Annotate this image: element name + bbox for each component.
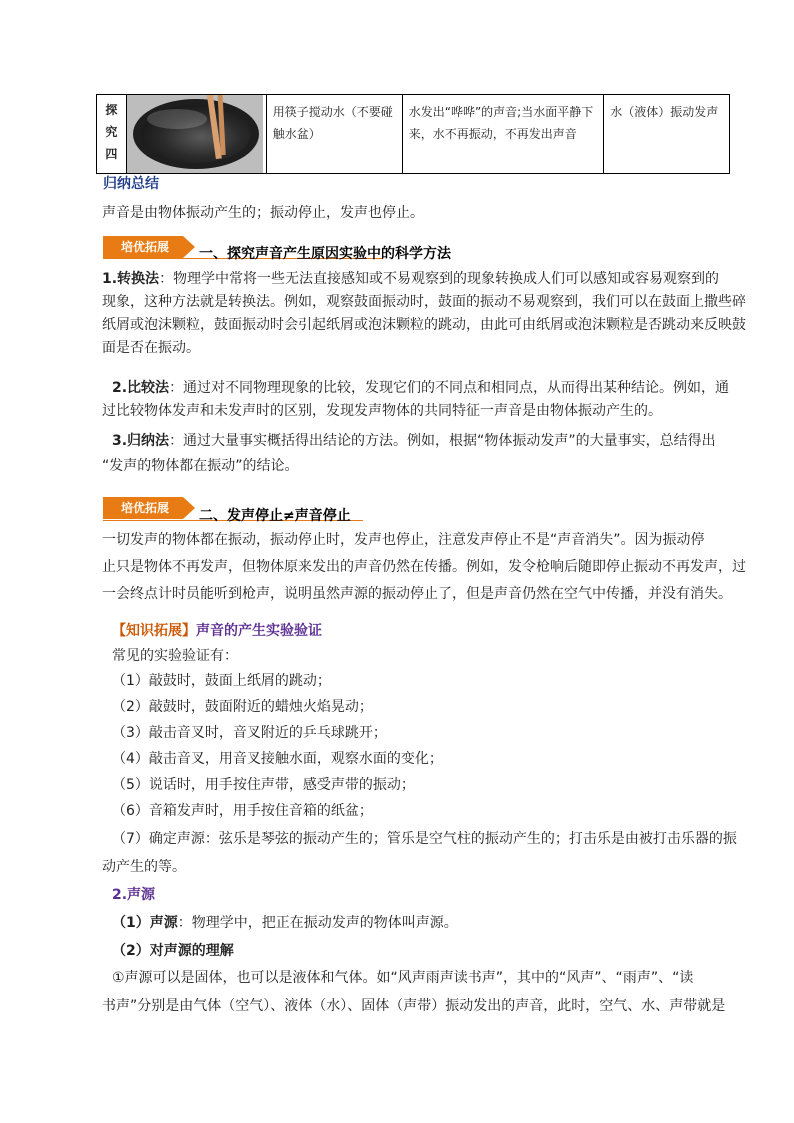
- sound-source-subheading: （2）对声源的理解: [112, 943, 234, 959]
- action-cell: 用筷子搅动水（不要碰触水盆）: [266, 95, 402, 174]
- list-item: （5）说话时，用手按住声带，感受声带的振动；: [112, 777, 415, 793]
- summary-heading: 归纳总结: [103, 176, 159, 192]
- phenomenon-cell: 水发出“哗哗”的声音;当水面平静下来，水不再振动，不再发出声音: [402, 95, 603, 174]
- section2-title: 二、发声停止≠声音停止: [199, 508, 351, 524]
- experiment-image-cell: [126, 95, 266, 174]
- list-item: （1）敲鼓时，鼓面上纸屑的跳动；: [112, 673, 331, 689]
- row-label-char: 究: [105, 125, 118, 139]
- summary-text: 声音是由物体振动产生的；振动停止，发声也停止。: [102, 205, 424, 221]
- section2-line: 一切发声的物体都在振动，振动停止时，发声也停止，注意发声停止不是“声音消失”。因为振动停: [102, 532, 705, 548]
- method-3-line: “发声的物体都在振动”的结论。: [102, 458, 299, 474]
- method-1-line: 纸屑或泡沫颗粒，鼓面振动时会引起纸屑或泡沫颗粒的跳动，由此可由纸屑或泡沫颗粒是否跳动来反映鼓: [102, 317, 746, 333]
- section1-tag-label: 培优拓展: [120, 240, 169, 254]
- row-label-char: 四: [105, 147, 118, 161]
- section2-line: 一会终点计时员能听到枪声，说明虽然声源的振动停止了，但是声音仍然在空气中传播，并没有消失。: [102, 586, 732, 602]
- row-label: [97, 95, 127, 174]
- list-item: （3）敲击音叉时，音叉附近的乒乓球跳开；: [112, 725, 387, 741]
- sound-source-definition: （1）声源：物理学中，把正在振动发声的物体叫声源。: [112, 915, 458, 931]
- sound-source-line: ①声源可以是固体，也可以是液体和气体。如“风声雨声读书声”，其中的“风声”、“雨声”、“读: [112, 970, 694, 986]
- section2-line: 止只是物体不再发声，但物体原来发出的声音仍然在传播。例如，发令枪响后随即停止振动不再发声，过: [102, 559, 746, 575]
- method-2: 2.比较法：通过对不同物理现象的比较，发现它们的不同点和相同点，从而得出某种结论。例如，通: [112, 380, 730, 396]
- section2-tag-label: 培优拓展: [120, 501, 169, 515]
- method-1-line: 现象，这种方法就是转换法。例如，观察鼓面振动时，鼓面的振动不易观察到，我们可以在鼓面上撒些碎: [102, 294, 746, 310]
- list-item: （6）音箱发声时，用手按住音箱的纸盆；: [112, 803, 373, 819]
- list-item: （4）敲击音叉，用音叉接触水面，观察水面的变化；: [112, 751, 443, 767]
- table-row: [97, 95, 730, 174]
- conclusion-cell: 水（液体）振动发声: [604, 95, 730, 174]
- list-item-continued: 动产生的等。: [102, 859, 186, 875]
- knowledge-intro: 常见的实验验证有：: [112, 648, 238, 664]
- row-label-char: 探: [105, 103, 118, 117]
- knowledge-heading: 【知识拓展】声音的产生实验验证: [112, 623, 322, 639]
- list-item: （2）敲鼓时，鼓面附近的蜡烛火焰晃动；: [112, 699, 373, 715]
- method-3: 3.归纳法：通过大量事实概括得出结论的方法。例如，根据“物体振动发声”的大量事实，总结得出: [112, 433, 716, 449]
- section2-tag: [103, 497, 195, 519]
- method-1: 1.转换法：物理学中常将一些无法直接感知或不易观察到的现象转换成人们可以感知或容易观察到的: [102, 271, 720, 287]
- pot-with-chopsticks-image: [127, 95, 263, 173]
- section1-title: 一、探究声音产生原因实验中的科学方法: [199, 246, 451, 262]
- list-item: （7）确定声源：弦乐是琴弦的振动产生的；管乐是空气柱的振动产生的；打击乐是由被打击乐器的振: [112, 831, 737, 847]
- experiment-table: [96, 94, 730, 174]
- method-1-line: 面是否在振动。: [102, 340, 200, 356]
- section1-tag: [103, 236, 195, 258]
- sound-source-line: 书声”分别是由气体（空气）、液体（水）、固体（声带）振动发出的声音，此时，空气、水、声带就是: [102, 998, 726, 1014]
- method-2-line: 过比较物体发声和未发声时的区别，发现发声物体的共同特征一声音是由物体振动产生的。: [102, 403, 662, 419]
- sound-source-heading: 2.声源: [112, 887, 156, 903]
